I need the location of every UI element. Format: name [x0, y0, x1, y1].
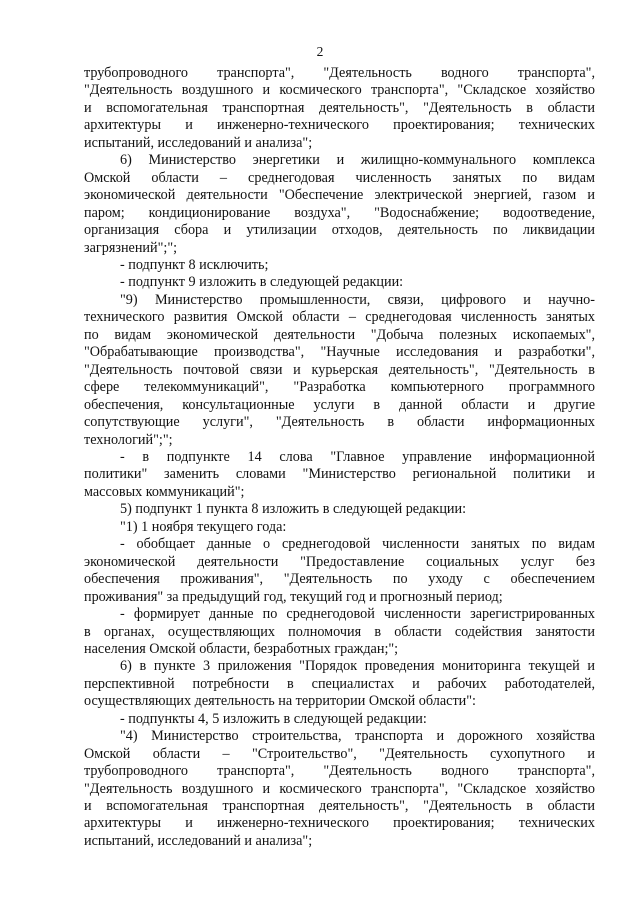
text-line: политики" заменить словами "Министерство региональной политики и: [84, 466, 595, 483]
text-line: паром; кондиционирование воздуха", "Водоснабжение; водоотведение,: [84, 204, 595, 221]
text-line: - подпункты 4, 5 изложить в следующей редакции:: [120, 710, 427, 727]
text-line: и вспомогательная транспортная деятельность", "Деятельность в области: [84, 798, 595, 815]
text-line: экономической деятельности "Обеспечение электрической энергией, газом и: [84, 187, 595, 204]
text-line: - подпункт 9 изложить в следующей редакции:: [120, 274, 404, 291]
text-line: "Обрабатывающие производства", "Научные исследования и разработки",: [84, 344, 595, 361]
text-line: трубопроводного транспорта", "Деятельность водного транспорта",: [84, 65, 595, 81]
text-line: загрязнений";";: [84, 239, 178, 256]
text-line: экономической деятельности "Предоставление социальных услуг без: [84, 553, 595, 570]
text-line: проживания" за предыдущий год, текущий год и прогнозный период;: [84, 588, 503, 605]
text-line: в органах, осуществляющих полномочия в области содействия занятости: [84, 623, 595, 640]
text-line: "1) 1 ноября текущего года:: [120, 518, 287, 535]
text-line: - формирует данные по среднегодовой численности зарегистрированных: [120, 606, 595, 623]
text-line: "Деятельность воздушного и космического транспорта", "Складское хозяйство: [84, 780, 595, 797]
text-line: Омской области – среднегодовая численность занятых по видам: [84, 169, 595, 186]
text-line: 6) Министерство энергетики и жилищно-коммунального комплекса: [120, 152, 595, 169]
text-line: по видам экономической деятельности "Добыча полезных ископаемых",: [84, 326, 595, 343]
text-line: технологий";";: [84, 431, 173, 448]
text-line: обеспечения проживания", "Деятельность по уходу с обеспечением: [84, 571, 595, 588]
text-line: массовых коммуникаций";: [84, 483, 245, 500]
text-line: сопутствующие услуги", "Деятельность в области информационных: [84, 414, 595, 431]
text-line: организация сбора и утилизации отходов, деятельность по ликвидации: [84, 222, 595, 239]
text-line: населения Омской области, безработных граждан;";: [84, 640, 399, 657]
text-line: архитектуры и инженерно-технического проектирования; технических: [84, 815, 595, 832]
text-line: осуществляющих деятельность на территории Омской области":: [84, 693, 476, 710]
text-line: трубопроводного транспорта", "Деятельность водного транспорта",: [84, 763, 595, 780]
text-line: "Деятельность почтовой связи и курьерская деятельность", "Деятельность в: [84, 361, 595, 378]
text-line: - обобщает данные о среднегодовой численности занятых по видам: [120, 536, 595, 553]
text-line: Омской области – "Строительство", "Деятельность сухопутного и: [84, 745, 595, 762]
text-line: технического развития Омской области – среднегодовая численность занятых: [84, 309, 595, 326]
text-line: сфере телекоммуникаций", "Разработка компьютерного программного: [84, 379, 595, 396]
text-line: "Деятельность воздушного и космического транспорта", "Складское хозяйство: [84, 82, 595, 99]
text-line: испытаний, исследований и анализа";: [84, 134, 313, 151]
text-line: 6) в пункте 3 приложения "Порядок проведения мониторинга текущей и: [120, 658, 595, 675]
text-line: и вспомогательная транспортная деятельность", "Деятельность в области: [84, 99, 595, 116]
text-line: обеспечения, консультационные услуги в данной области и другие: [84, 396, 595, 413]
text-line: "4) Министерство строительства, транспорта и дорожного хозяйства: [120, 728, 595, 745]
document-body: [84, 65, 595, 850]
text-line: 5) подпункт 1 пункта 8 изложить в следующей редакции:: [120, 501, 467, 518]
text-line: архитектуры и инженерно-технического проектирования; технических: [84, 117, 595, 134]
page-number: 2: [316, 44, 324, 59]
text-line: испытаний, исследований и анализа";: [84, 832, 313, 849]
text-line: - подпункт 8 исключить;: [120, 256, 269, 273]
text-line: "9) Министерство промышленности, связи, цифрового и научно-: [120, 291, 595, 308]
text-line: - в подпункте 14 слова "Главное управление информационной: [120, 448, 595, 465]
text-line: перспективной потребности в специалистах и рабочих работодателей,: [84, 675, 595, 692]
